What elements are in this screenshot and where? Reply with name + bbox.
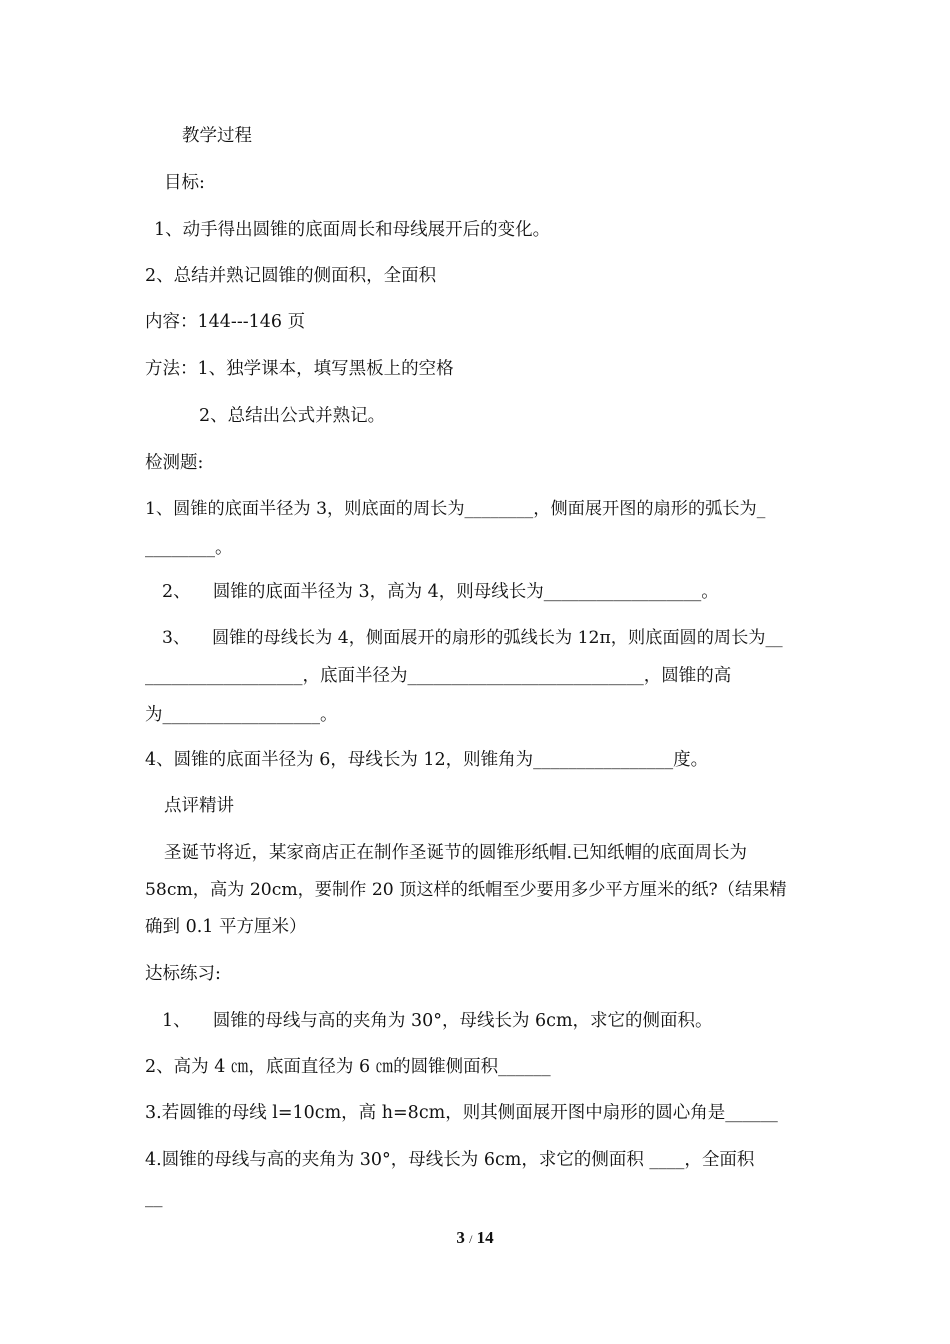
practice-question-3: 3.若圆锥的母线 l=10cm，高 h=8cm，则其侧面展开图中扇形的圆心角是______ bbox=[145, 1103, 778, 1123]
goal-item-1: 1、动手得出圆锥的底面周长和母线展开后的变化。 bbox=[154, 220, 551, 240]
total-pages: 14 bbox=[476, 1228, 494, 1247]
practice-question-4: 4.圆锥的母线与高的夹角为 30°，母线长为 6cm，求它的侧面积 ____，全面积 bbox=[145, 1150, 755, 1170]
practice-heading: 达标练习: bbox=[145, 964, 221, 984]
section-heading-teaching-process: 教学过程 bbox=[182, 126, 252, 146]
content-line: 内容：144---146 页 bbox=[145, 312, 306, 332]
review-problem-line-3: 确到 0.1 平方厘米） bbox=[145, 917, 307, 937]
page-number bbox=[0, 1228, 950, 1248]
method-item-1: 方法：1、独学课本，填写黑板上的空格 bbox=[145, 359, 454, 379]
review-problem-line-2: 58cm，高为 20cm，要制作 20 顶这样的纸帽至少要用多少平方厘米的纸?（结果精 bbox=[145, 880, 787, 900]
test-question-3: 3、 圆锥的母线长为 4，侧面展开的扇形的弧线长为 12π，则底面圆的周长为__ bbox=[162, 628, 783, 648]
review-heading: 点评精讲 bbox=[164, 796, 234, 816]
test-question-2: 2、 圆锥的底面半径为 3，高为 4，则母线长为__________________。 bbox=[162, 582, 719, 602]
current-page: 3 bbox=[456, 1228, 465, 1247]
test-question-1: 1、圆锥的底面半径为 3，则底面的周长为________，侧面展开图的扇形的弧长为_ bbox=[145, 499, 766, 519]
test-question-4: 4、圆锥的底面半径为 6，母线长为 12，则锥角为________________度。 bbox=[145, 750, 709, 770]
goal-label: 目标: bbox=[164, 173, 205, 193]
test-question-3-cont: __________________，底面半径为___________________________，圆锥的高 bbox=[145, 666, 732, 686]
practice-question-1: 1、 圆锥的母线与高的夹角为 30°，母线长为 6cm，求它的侧面积。 bbox=[162, 1011, 713, 1031]
method-item-2: 2、总结出公式并熟记。 bbox=[199, 406, 386, 426]
practice-question-2: 2、高为 4 ㎝，底面直径为 6 ㎝的圆锥侧面积______ bbox=[145, 1057, 551, 1077]
goal-item-2: 2、总结并熟记圆锥的侧面积，全面积 bbox=[145, 266, 437, 286]
page-separator: / bbox=[469, 1232, 473, 1246]
review-problem-line-1: 圣诞节将近，某家商店正在制作圣诞节的圆锥形纸帽.已知纸帽的底面周长为 bbox=[164, 843, 748, 863]
practice-question-4-cont: __ bbox=[145, 1188, 163, 1208]
test-question-3-end: 为__________________。 bbox=[145, 705, 338, 725]
test-question-1-cont: ________。 bbox=[145, 538, 233, 558]
test-heading: 检测题: bbox=[145, 453, 204, 473]
